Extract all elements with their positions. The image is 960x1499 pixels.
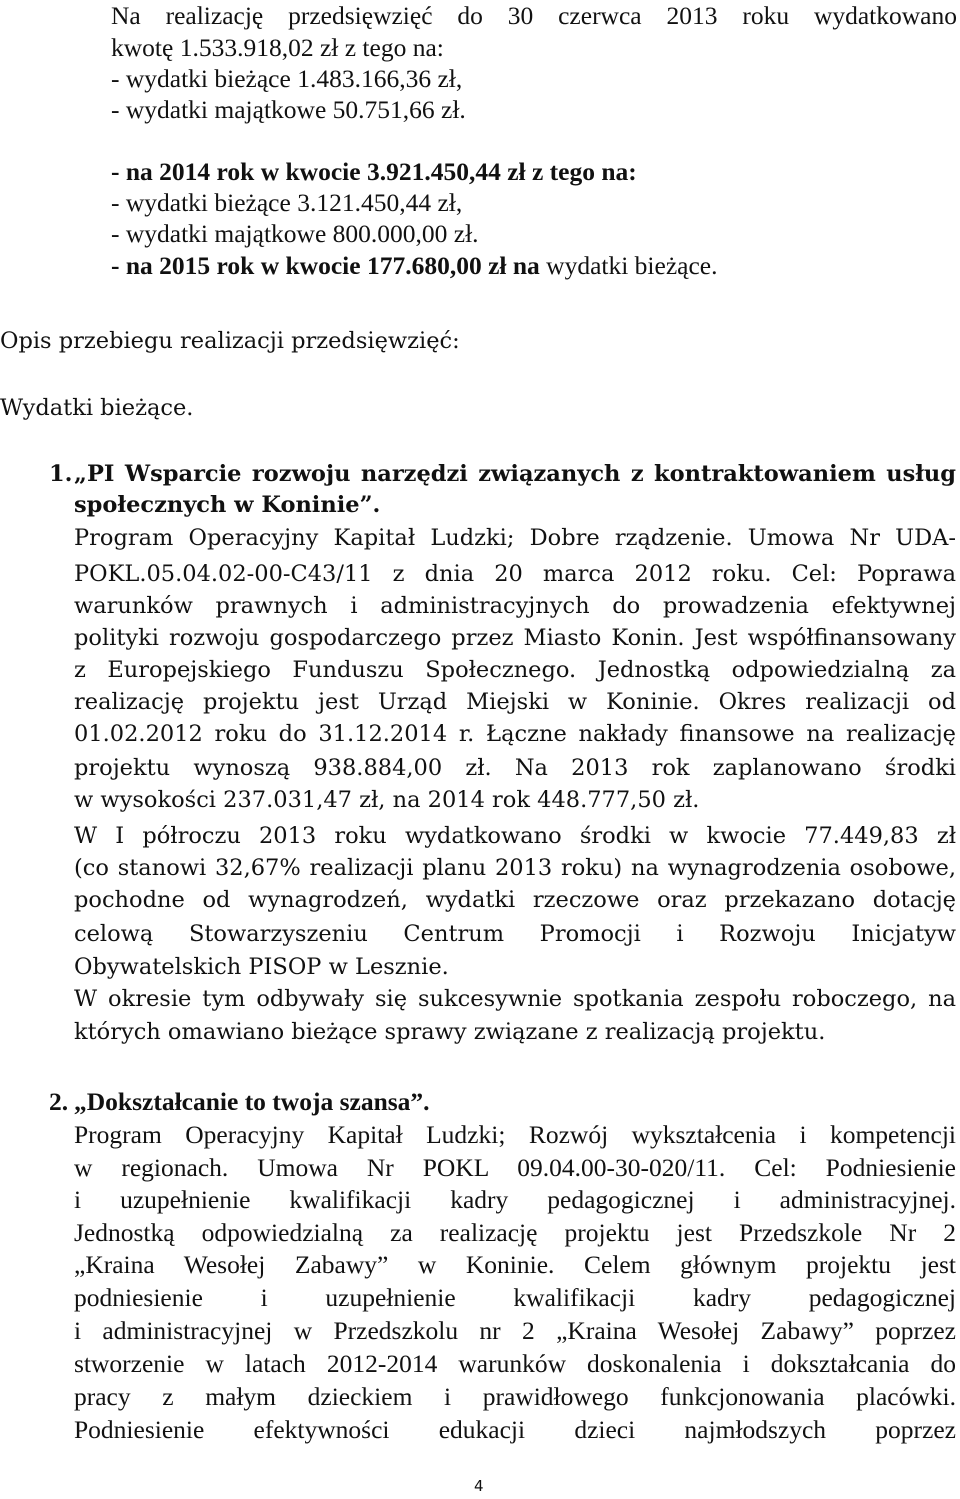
item2-line-2: w regionach. Umowa Nr POKL 09.04.00-30-020/11. Cel: Podniesienie <box>74 1153 956 1182</box>
item1-line-4: polityki rozwoju gospodarczego przez Miasto Konin. Jest współfinansowany <box>74 625 956 651</box>
item1-line-10: W I półroczu 2013 roku wydatkowano środki w kwocie 77.449,83 zł <box>74 823 956 849</box>
item1-line-9: w wysokości 237.031,47 zł, na 2014 rok 448.777,50 zł. <box>74 787 700 813</box>
summary-2014: - na 2014 rok w kwocie 3.921.450,44 zł z tego na: <box>111 157 637 186</box>
summary-line-1: Na realizację przedsięwzięć do 30 czerwca 2013 roku wydatkowano <box>111 1 957 30</box>
heading-opis: Opis przebiegu realizacji przedsięwzięć: <box>0 328 460 354</box>
summary-2014-capital: - wydatki majątkowe 800.000,00 zł. <box>111 219 479 248</box>
item1-line-5: z Europejskiego Funduszu Społecznego. Jednostką odpowiedzialną za <box>74 657 956 683</box>
item1-title-line-2: społecznych w Koninie”. <box>74 492 381 518</box>
item1-title-line-1 <box>74 463 956 486</box>
item2-line-3: i uzupełnienie kwalifikacji kadry pedagogicznej i administracyjnej. <box>74 1185 956 1214</box>
summary-2015-rest: wydatki bieżące. <box>539 251 718 280</box>
summary-2015 <box>111 253 717 279</box>
item2-line-6: podniesienie i uzupełnienie kwalifikacji kadry pedagogicznej <box>74 1283 956 1312</box>
item2-line-7: i administracyjnej w Przedszkolu nr 2 „Kraina Wesołej Zabawy” poprzez <box>74 1316 956 1345</box>
item2-number: 2. <box>49 1087 69 1116</box>
item2-line-9: pracy z małym dzieckiem i prawidłowego funkcjonowania placówki. <box>74 1382 956 1411</box>
item2-line-5: „Kraina Wesołej Zabawy” w Koninie. Celem głównym projektu jest <box>74 1250 956 1279</box>
summary-line-3: - wydatki bieżące 1.483.166,36 zł, <box>111 64 463 93</box>
item1-line-3: warunków prawnych i administracyjnych do prowadzenia efektywnej <box>74 593 956 619</box>
summary-2014-current: - wydatki bieżące 3.121.450,44 zł, <box>111 188 463 217</box>
item1-line-15: W okresie tym odbywały się sukcesywnie spotkania zespołu roboczego, na <box>74 986 956 1012</box>
item1-line-7: 01.02.2012 roku do 31.12.2014 r. Łączne nakłady finansowe na realizację <box>74 721 956 747</box>
item1-line-12: pochodne od wynagrodzeń, wydatki rzeczowe oraz przekazano dotację <box>74 887 956 913</box>
item1-line-8: projektu wynoszą 938.884,00 zł. Na 2013 rok zaplanowano środki <box>74 755 956 781</box>
item1-line-16: których omawiano bieżące sprawy związane z realizacją projektu. <box>74 1019 826 1045</box>
heading-wydatki: Wydatki bieżące. <box>0 395 194 421</box>
item1-title-text-1: „PI Wsparcie rozwoju narzędzi związanych z kontraktowaniem usług <box>74 461 956 487</box>
item1-line-13: celową Stowarzyszeniu Centrum Promocji i Rozwoju Inicjatyw <box>74 921 956 947</box>
item1-number: 1. <box>49 461 73 487</box>
summary-line-2: kwotę 1.533.918,02 zł z tego na: <box>111 33 444 62</box>
item1-line-11: (co stanowi 32,67% realizacji planu 2013 roku) na wynagrodzenia osobowe, <box>74 855 956 881</box>
summary-2015-bold: - na 2015 rok w kwocie 177.680,00 zł na <box>111 251 540 280</box>
item2-title: „Dokształcanie to twoja szansa”. <box>74 1087 430 1116</box>
item2-line-8: stworzenie w latach 2012-2014 warunków doskonalenia i dokształcania do <box>74 1349 956 1378</box>
item1-line-14: Obywatelskich PISOP w Lesznie. <box>74 954 449 980</box>
item1-line-2: POKL.05.04.02-00-C43/11 z dnia 20 marca 2012 roku. Cel: Poprawa <box>74 561 956 587</box>
item2-line-4: Jednostką odpowiedzialną za realizację projektu jest Przedszkole Nr 2 <box>74 1218 956 1247</box>
item1-line-6: realizację projektu jest Urząd Miejski w Koninie. Okres realizacji od <box>74 689 956 715</box>
item2-line-10: Podniesienie efektywności edukacji dzieci najmłodszych poprzez <box>74 1415 956 1444</box>
summary-line-4: - wydatki majątkowe 50.751,66 zł. <box>111 95 466 124</box>
item2-line-1: Program Operacyjny Kapitał Ludzki; Rozwój wykształcenia i kompetencji <box>74 1120 956 1149</box>
page-number: 4 <box>474 1477 484 1495</box>
item1-line-1: Program Operacyjny Kapitał Ludzki; Dobre rządzenie. Umowa Nr UDA- <box>74 525 956 551</box>
